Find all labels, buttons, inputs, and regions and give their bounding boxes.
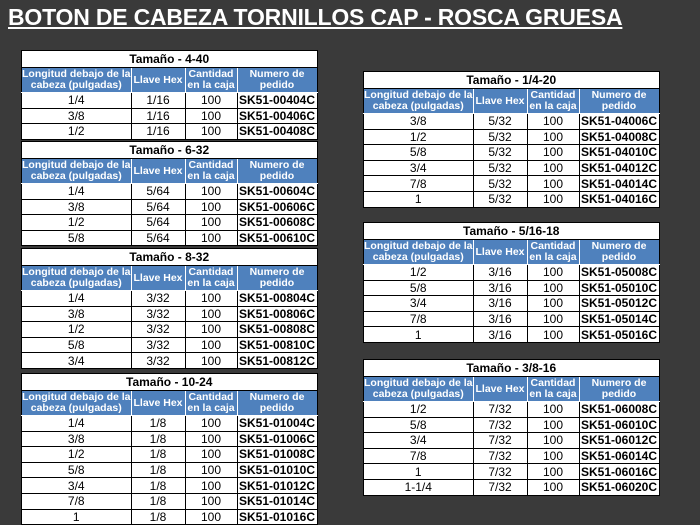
quantity-header (527, 89, 579, 114)
part-number-cell: SK51-04008C (580, 129, 658, 144)
hex-key-cell: 7/32 (473, 464, 527, 480)
length-cell: 1/4 (22, 93, 132, 109)
length-cell: 1/4 (22, 416, 132, 432)
part-number-cell: SK51-06008C (580, 402, 658, 417)
length-cell: 5/8 (22, 230, 132, 246)
quantity-header-line: Cantidad (530, 89, 576, 101)
part-number-header (579, 240, 659, 265)
hex-key-header (473, 240, 527, 265)
quantity-cell: 100 (185, 462, 237, 478)
quantity-cell: 100 (185, 431, 237, 447)
part-number-cell: SK51-01012C (238, 478, 316, 493)
quantity-cell: 100 (527, 296, 579, 312)
part-number-header-line: pedido (259, 79, 295, 91)
hex-key-cell: 5/32 (473, 191, 527, 207)
length-header-line: cabeza (pulgadas) (30, 402, 122, 414)
table-row (364, 280, 660, 296)
part-number-cell: SK51-06016C (580, 464, 658, 479)
length-cell: 1/2 (364, 265, 474, 281)
hex-key-cell: 3/32 (131, 306, 185, 322)
part-number-header-line: Numero de (249, 266, 305, 278)
part-number-cell: SK51-04006C (580, 114, 658, 129)
table-row (364, 433, 660, 449)
table-row (22, 108, 318, 124)
quantity-cell: 100 (185, 478, 237, 494)
quantity-header-line: en la caja (187, 277, 235, 289)
hex-key-cell: 5/32 (473, 160, 527, 176)
size-table-6-32 (21, 141, 318, 246)
quantity-cell: 100 (185, 108, 237, 124)
quantity-header-line: en la caja (529, 100, 577, 112)
table-row (22, 215, 318, 231)
quantity-cell: 100 (185, 93, 237, 109)
quantity-cell: 100 (527, 280, 579, 296)
part-number-header-line: pedido (259, 277, 295, 289)
hex-key-cell: 3/32 (131, 322, 185, 338)
quantity-cell: 100 (527, 160, 579, 176)
quantity-header-line: Cantidad (530, 240, 576, 252)
hex-key-cell: 3/16 (473, 280, 527, 296)
part-number-cell: SK51-05014C (580, 312, 658, 327)
length-cell: 7/8 (364, 311, 474, 327)
table-row (364, 145, 660, 161)
hex-key-cell: 3/16 (473, 327, 527, 343)
quantity-header (185, 266, 237, 291)
part-number-header (579, 377, 659, 402)
quantity-header-line: en la caja (529, 388, 577, 400)
size-table-1-4-20 (363, 71, 660, 208)
size-heading: Tamaño - 4-40 (22, 51, 318, 68)
part-number-header (237, 159, 317, 184)
hex-key-cell: 5/64 (131, 199, 185, 215)
quantity-header-line: Cantidad (188, 391, 234, 403)
length-cell: 1/2 (22, 124, 132, 140)
part-number-cell: SK51-01006C (238, 431, 316, 446)
part-number-header-line: Numero de (591, 89, 647, 101)
quantity-header (185, 159, 237, 184)
hex-key-cell: 1/8 (131, 493, 185, 509)
hex-key-cell: 3/16 (473, 265, 527, 281)
quantity-header-line: en la caja (529, 251, 577, 263)
length-cell: 7/8 (22, 493, 132, 509)
part-number-header-line: pedido (601, 388, 637, 400)
hex-key-cell: 7/32 (473, 479, 527, 495)
table-row (22, 493, 318, 509)
quantity-cell: 100 (527, 464, 579, 480)
part-number-header-line: Numero de (591, 240, 647, 252)
table-row (364, 311, 660, 327)
quantity-cell: 100 (527, 448, 579, 464)
quantity-cell: 100 (527, 114, 579, 130)
part-number-cell: SK51-00408C (238, 124, 316, 139)
length-cell: 3/8 (22, 199, 132, 215)
quantity-cell: 100 (527, 145, 579, 161)
part-number-cell: SK51-01004C (238, 416, 316, 431)
part-number-cell: SK51-06012C (580, 433, 658, 448)
part-number-cell: SK51-04010C (580, 145, 658, 160)
length-cell: 1/2 (364, 129, 474, 145)
part-number-header-line: Numero de (249, 68, 305, 80)
length-cell: 1 (364, 327, 474, 343)
table-row (364, 417, 660, 433)
hex-key-cell: 5/32 (473, 114, 527, 130)
quantity-cell: 100 (185, 306, 237, 322)
hex-key-header-line: Llave Hex (133, 396, 183, 409)
table-row (22, 199, 318, 215)
hex-key-cell: 3/16 (473, 311, 527, 327)
size-table-3-8-16 (363, 359, 660, 496)
quantity-cell: 100 (185, 353, 237, 369)
hex-key-header-line: Llave Hex (475, 245, 525, 258)
part-number-cell: SK51-04012C (580, 161, 658, 176)
part-number-cell: SK51-01016C (238, 509, 316, 524)
hex-key-cell: 1/16 (131, 93, 185, 109)
part-number-header-line: pedido (601, 100, 637, 112)
size-heading: Tamaño - 10-24 (22, 374, 318, 391)
hex-key-cell: 3/32 (131, 337, 185, 353)
size-table-10-24 (21, 373, 318, 525)
hex-key-cell: 5/64 (131, 230, 185, 246)
table-row (22, 478, 318, 494)
hex-key-cell: 7/32 (473, 448, 527, 464)
length-cell: 3/4 (364, 160, 474, 176)
part-number-header-line: Numero de (591, 377, 647, 389)
table-row (22, 306, 318, 322)
hex-key-header (131, 266, 185, 291)
quantity-cell: 100 (185, 447, 237, 463)
quantity-cell: 100 (185, 493, 237, 509)
size-table-5-16-18 (363, 222, 660, 343)
page-title: BOTON DE CABEZA TORNILLOS CAP - ROSCA GRUESA (8, 4, 623, 30)
part-number-cell: SK51-00604C (238, 184, 316, 199)
part-number-cell: SK51-04016C (580, 192, 658, 207)
table-row (22, 447, 318, 463)
length-header (364, 240, 474, 265)
part-number-cell: SK51-05010C (580, 280, 658, 295)
length-cell: 1/2 (22, 322, 132, 338)
part-number-cell: SK51-00608C (238, 215, 316, 230)
quantity-header (185, 391, 237, 416)
length-cell: 3/4 (364, 296, 474, 312)
size-heading: Tamaño - 8-32 (22, 249, 318, 266)
length-cell: 3/8 (22, 306, 132, 322)
quantity-cell: 100 (185, 416, 237, 432)
quantity-cell: 100 (527, 402, 579, 418)
length-header-line: cabeza (pulgadas) (372, 100, 464, 112)
length-cell: 7/8 (364, 448, 474, 464)
length-header-line: cabeza (pulgadas) (372, 251, 464, 263)
hex-key-header (131, 159, 185, 184)
quantity-cell: 100 (527, 327, 579, 343)
hex-key-cell: 5/32 (473, 129, 527, 145)
length-cell: 5/8 (364, 280, 474, 296)
part-number-cell: SK51-01014C (238, 494, 316, 509)
size-heading: Tamaño - 1/4-20 (364, 72, 660, 89)
quantity-cell: 100 (185, 291, 237, 307)
size-table-8-32 (21, 248, 318, 369)
quantity-header (527, 377, 579, 402)
length-header (22, 266, 132, 291)
part-number-cell: SK51-06020C (580, 480, 658, 495)
length-header-line: cabeza (pulgadas) (372, 388, 464, 400)
quantity-cell: 100 (185, 322, 237, 338)
part-number-header (237, 266, 317, 291)
length-header (364, 89, 474, 114)
length-header (22, 159, 132, 184)
quantity-header-line: en la caja (187, 402, 235, 414)
hex-key-header (473, 89, 527, 114)
hex-key-cell: 3/32 (131, 353, 185, 369)
table-row (364, 191, 660, 207)
length-header-line: cabeza (pulgadas) (30, 170, 122, 182)
part-number-cell: SK51-00806C (238, 306, 316, 321)
length-cell: 1/2 (22, 215, 132, 231)
length-header-line: Longitud debajo de la (22, 68, 131, 80)
table-row (22, 230, 318, 246)
part-number-cell: SK51-00810C (238, 338, 316, 353)
part-number-cell: SK51-04014C (580, 176, 658, 191)
part-number-cell: SK51-01008C (238, 447, 316, 462)
length-cell: 7/8 (364, 176, 474, 192)
hex-key-header (131, 68, 185, 93)
table-row (364, 160, 660, 176)
hex-key-cell: 1/8 (131, 431, 185, 447)
quantity-header-line: Cantidad (188, 266, 234, 278)
length-cell: 1/2 (22, 447, 132, 463)
quantity-cell: 100 (527, 433, 579, 449)
table-row (22, 431, 318, 447)
length-cell: 1/4 (22, 184, 132, 200)
hex-key-cell: 1/8 (131, 447, 185, 463)
table-row (364, 479, 660, 495)
length-cell: 3/8 (22, 431, 132, 447)
part-number-header (237, 391, 317, 416)
quantity-header-line: en la caja (187, 79, 235, 91)
hex-key-cell: 5/32 (473, 176, 527, 192)
quantity-cell: 100 (527, 191, 579, 207)
length-cell: 5/8 (22, 462, 132, 478)
part-number-header (237, 68, 317, 93)
length-cell: 5/8 (364, 145, 474, 161)
part-number-header-line: pedido (259, 170, 295, 182)
table-row (22, 337, 318, 353)
table-row (22, 291, 318, 307)
quantity-header-line: en la caja (187, 170, 235, 182)
length-cell: 1 (364, 464, 474, 480)
hex-key-cell: 1/16 (131, 108, 185, 124)
quantity-header-line: Cantidad (530, 377, 576, 389)
hex-key-cell: 3/32 (131, 291, 185, 307)
table-row (364, 129, 660, 145)
hex-key-cell: 1/16 (131, 124, 185, 140)
length-header (22, 68, 132, 93)
length-header-line: Longitud debajo de la (364, 377, 473, 389)
quantity-cell: 100 (527, 417, 579, 433)
table-row (22, 322, 318, 338)
part-number-header-line: pedido (259, 402, 295, 414)
part-number-cell: SK51-00404C (238, 93, 316, 108)
hex-key-cell: 7/32 (473, 417, 527, 433)
table-row (22, 124, 318, 140)
part-number-header-line: Numero de (249, 391, 305, 403)
length-header-line: Longitud debajo de la (22, 391, 131, 403)
quantity-header (185, 68, 237, 93)
length-cell: 1/4 (22, 291, 132, 307)
table-row (364, 327, 660, 343)
hex-key-header-line: Llave Hex (133, 73, 183, 86)
part-number-cell: SK51-06010C (580, 417, 658, 432)
table-row (22, 462, 318, 478)
table-row (22, 416, 318, 432)
part-number-cell: SK51-00808C (238, 322, 316, 337)
hex-key-header-line: Llave Hex (133, 164, 183, 177)
length-header-line: Longitud debajo de la (364, 89, 473, 101)
quantity-cell: 100 (185, 184, 237, 200)
hex-key-cell: 5/64 (131, 184, 185, 200)
table-row (364, 296, 660, 312)
length-cell: 5/8 (364, 417, 474, 433)
hex-key-header (131, 391, 185, 416)
part-number-cell: SK51-00812C (238, 353, 316, 368)
length-cell: 5/8 (22, 337, 132, 353)
hex-key-cell: 5/32 (473, 145, 527, 161)
length-header-line: Longitud debajo de la (22, 159, 131, 171)
length-cell: 1 (364, 191, 474, 207)
quantity-header-line: Cantidad (188, 68, 234, 80)
length-cell: 1/2 (364, 402, 474, 418)
hex-key-cell: 7/32 (473, 402, 527, 418)
length-header-line: Longitud debajo de la (364, 240, 473, 252)
length-header-line: cabeza (pulgadas) (30, 277, 122, 289)
length-cell: 1-1/4 (364, 479, 474, 495)
hex-key-cell: 7/32 (473, 433, 527, 449)
hex-key-header-line: Llave Hex (475, 94, 525, 107)
part-number-cell: SK51-00804C (238, 291, 316, 306)
length-cell: 1 (22, 509, 132, 525)
size-heading: Tamaño - 6-32 (22, 142, 318, 159)
quantity-header-line: Cantidad (188, 159, 234, 171)
length-header-line: Longitud debajo de la (22, 266, 131, 278)
hex-key-header-line: Llave Hex (133, 271, 183, 284)
quantity-cell: 100 (185, 337, 237, 353)
hex-key-cell: 1/8 (131, 462, 185, 478)
quantity-cell: 100 (527, 311, 579, 327)
hex-key-cell: 1/8 (131, 509, 185, 525)
quantity-cell: 100 (527, 176, 579, 192)
part-number-cell: SK51-00406C (238, 108, 316, 123)
quantity-header (527, 240, 579, 265)
part-number-cell: SK51-06014C (580, 449, 658, 464)
length-cell: 3/8 (22, 108, 132, 124)
table-row (364, 265, 660, 281)
part-number-header-line: Numero de (249, 159, 305, 171)
length-cell: 3/8 (364, 114, 474, 130)
table-row (364, 402, 660, 418)
quantity-cell: 100 (185, 215, 237, 231)
table-row (22, 184, 318, 200)
part-number-header-line: pedido (601, 251, 637, 263)
part-number-cell: SK51-00606C (238, 199, 316, 214)
quantity-cell: 100 (185, 230, 237, 246)
part-number-cell: SK51-05012C (580, 296, 658, 311)
hex-key-cell: 1/8 (131, 478, 185, 494)
size-table-4-40 (21, 50, 318, 140)
quantity-cell: 100 (527, 479, 579, 495)
part-number-cell: SK51-00610C (238, 231, 316, 246)
table-row (364, 448, 660, 464)
hex-key-header (473, 377, 527, 402)
length-header-line: cabeza (pulgadas) (30, 79, 122, 91)
table-row (22, 353, 318, 369)
length-cell: 3/4 (22, 353, 132, 369)
length-cell: 3/4 (22, 478, 132, 494)
length-header (364, 377, 474, 402)
hex-key-cell: 5/64 (131, 215, 185, 231)
quantity-cell: 100 (185, 509, 237, 525)
length-cell: 3/4 (364, 433, 474, 449)
size-heading: Tamaño - 5/16-18 (364, 223, 660, 240)
quantity-cell: 100 (527, 265, 579, 281)
table-row (364, 464, 660, 480)
part-number-header (579, 89, 659, 114)
table-row (22, 93, 318, 109)
table-row (364, 114, 660, 130)
quantity-cell: 100 (527, 129, 579, 145)
size-heading: Tamaño - 3/8-16 (364, 360, 660, 377)
length-header (22, 391, 132, 416)
quantity-cell: 100 (185, 199, 237, 215)
hex-key-header-line: Llave Hex (475, 382, 525, 395)
table-row (364, 176, 660, 192)
part-number-cell: SK51-05016C (580, 327, 658, 342)
part-number-cell: SK51-01010C (238, 463, 316, 478)
part-number-cell: SK51-05008C (580, 265, 658, 280)
hex-key-cell: 1/8 (131, 416, 185, 432)
hex-key-cell: 3/16 (473, 296, 527, 312)
table-row (22, 509, 318, 525)
quantity-cell: 100 (185, 124, 237, 140)
